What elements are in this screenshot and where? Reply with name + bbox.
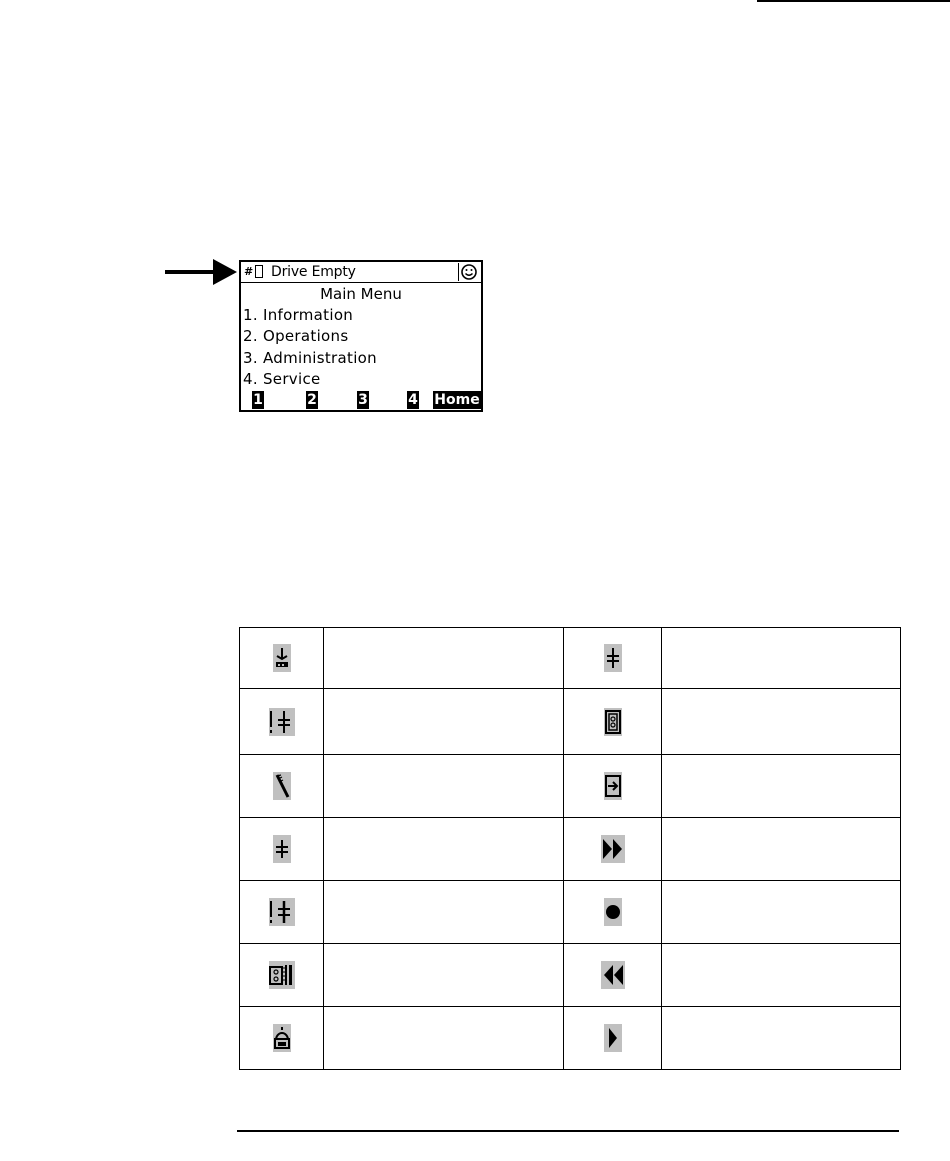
cartridge-slot-icon: [255, 265, 263, 278]
icon-description: [324, 755, 564, 818]
table-cell: [240, 1007, 324, 1070]
table-cell: [240, 689, 324, 755]
icon-description: [324, 1007, 564, 1070]
header-rule: [757, 0, 950, 2]
drive-status-text: Drive Empty: [271, 264, 356, 280]
icon-legend-table: [239, 627, 901, 1070]
icon-description: [662, 689, 901, 755]
status-hash: #: [244, 265, 254, 278]
table-cell: [240, 818, 324, 881]
table-cell: [564, 689, 662, 755]
table-row: [240, 628, 901, 689]
menu-item-administration[interactable]: 3. Administration: [243, 349, 377, 367]
table-cell: [564, 881, 662, 944]
icon-description: [324, 628, 564, 689]
softkey-bar: [241, 389, 481, 410]
table-cell: [240, 881, 324, 944]
table-cell: [240, 944, 324, 1007]
lcd-display: [239, 260, 483, 412]
table-row: [240, 818, 901, 881]
footer-rule: [237, 1130, 899, 1132]
status-line: [241, 262, 481, 283]
cleaning-brush-icon: [273, 772, 291, 800]
lock-icon: [273, 1024, 291, 1052]
icon-description: [324, 881, 564, 944]
softkey-3[interactable]: 3: [358, 392, 368, 408]
drive-error-icon: [269, 898, 295, 926]
table-cell: [564, 818, 662, 881]
table-row: [240, 881, 901, 944]
cartridge-magazine-icon: [269, 961, 295, 989]
icon-description: [324, 689, 564, 755]
menu-item-operations[interactable]: 2. Operations: [243, 327, 349, 345]
table-cell: [564, 628, 662, 689]
drive-unload-icon: [273, 644, 291, 672]
cartridge-icon: [604, 708, 622, 736]
softkey-2[interactable]: 2: [307, 392, 317, 408]
table-row: [240, 755, 901, 818]
icon-description: [662, 881, 901, 944]
softkey-1[interactable]: 1: [253, 392, 263, 408]
pointer-arrow-icon: [165, 257, 237, 287]
table-cell: [240, 755, 324, 818]
softkey-home[interactable]: Home: [434, 392, 480, 408]
icon-description: [324, 818, 564, 881]
icon-description: [662, 628, 901, 689]
table-row: [240, 944, 901, 1007]
table-row: [240, 689, 901, 755]
icon-description: [662, 818, 901, 881]
icon-description: [662, 944, 901, 1007]
smiley-icon: [458, 263, 479, 281]
drive-loaded-icon: [604, 644, 622, 672]
table-cell: [564, 1007, 662, 1070]
icon-description: [324, 944, 564, 1007]
drive-idle-icon: [273, 835, 291, 863]
table-row: [240, 1007, 901, 1070]
menu-title: Main Menu: [320, 285, 402, 303]
table-cell: [564, 755, 662, 818]
menu-item-information[interactable]: 1. Information: [243, 306, 354, 324]
table-cell: [564, 944, 662, 1007]
record-icon: [604, 898, 622, 926]
enter-icon: [604, 772, 622, 800]
menu-item-service[interactable]: 4. Service: [243, 370, 321, 388]
rewind-icon: [601, 961, 625, 989]
icon-description: [662, 1007, 901, 1070]
fast-forward-icon: [601, 835, 625, 863]
softkey-4[interactable]: 4: [408, 392, 418, 408]
icon-description: [662, 755, 901, 818]
drive-attention-icon: [269, 708, 295, 736]
play-icon: [604, 1024, 622, 1052]
table-cell: [240, 628, 324, 689]
